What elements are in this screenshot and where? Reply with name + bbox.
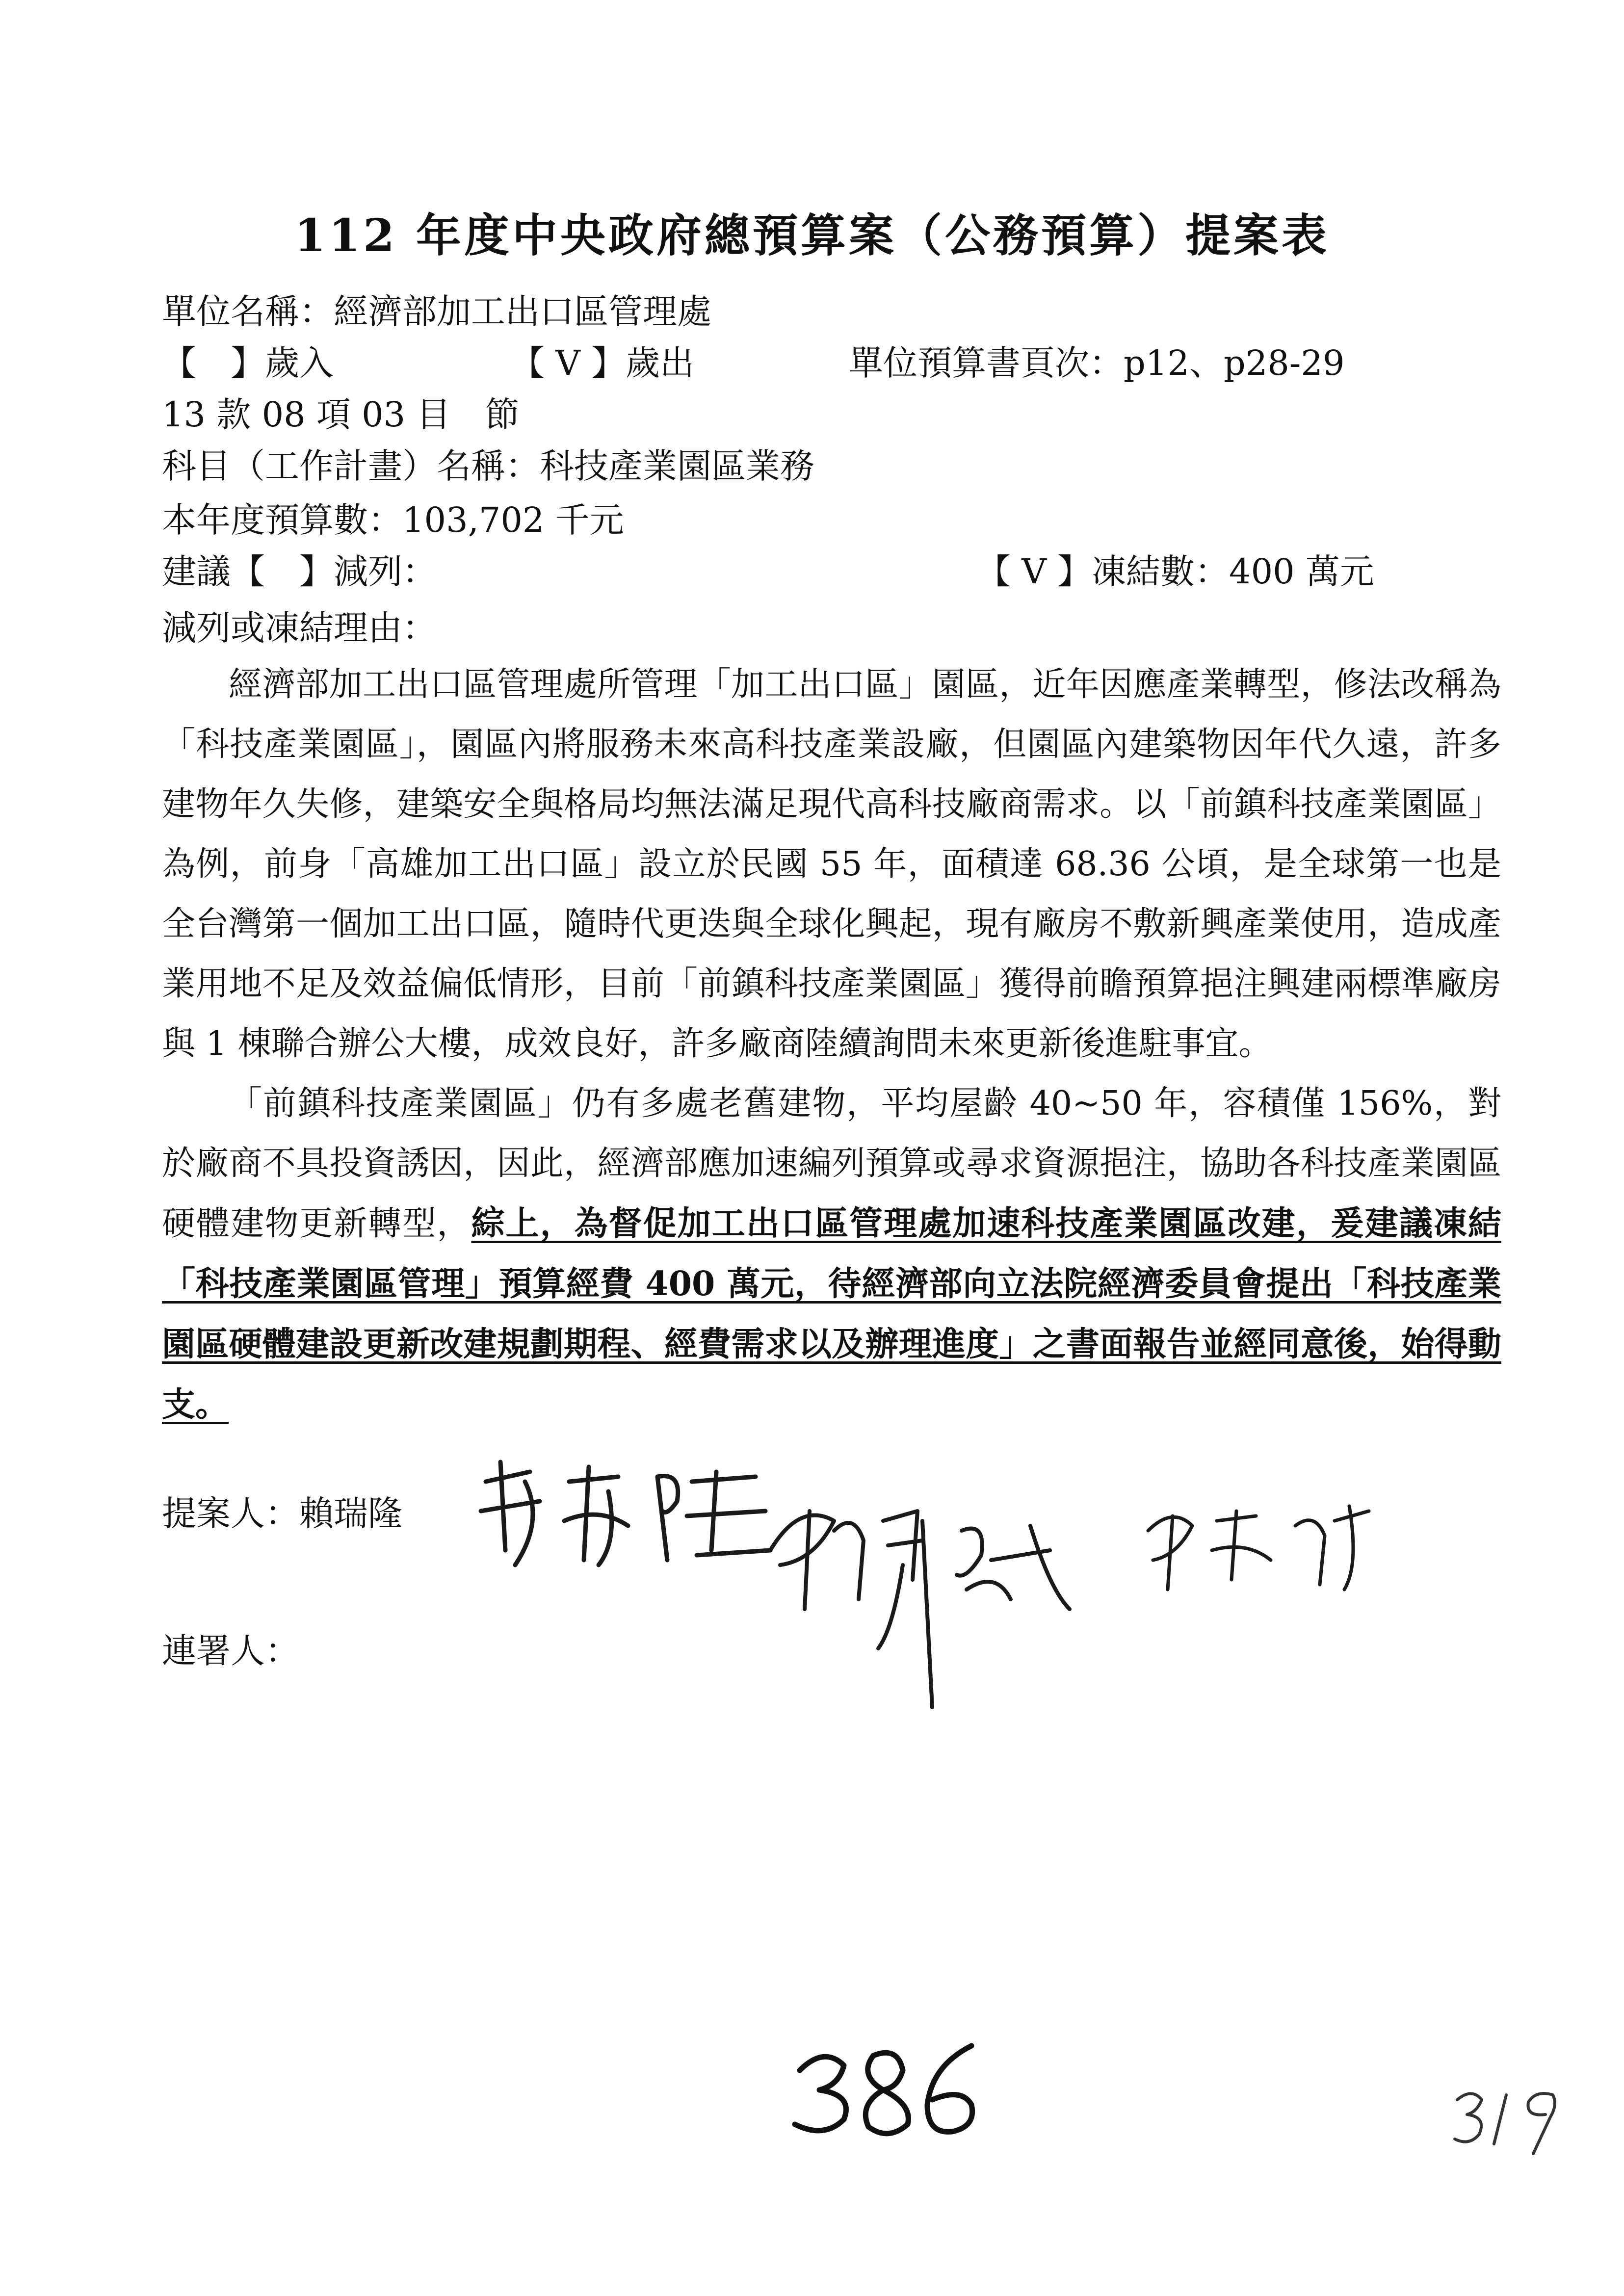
signature-proposer: [471, 1452, 785, 1580]
item-code: 13 款 08 項 03 目 節: [162, 394, 520, 435]
handwritten-319: [1447, 2080, 1575, 2159]
cosigner-label: 連署人：: [162, 1631, 299, 1671]
unit-name: 單位名稱：經濟部加工出口區管理處: [162, 291, 711, 332]
reason-label: 減列或凍結理由：: [162, 608, 437, 648]
reason-body: [162, 655, 1501, 1435]
freeze-amount: 【 V 】凍結數：400 萬元: [976, 551, 1374, 592]
signature-cosigner-1: [756, 1482, 1109, 1737]
paragraph-2-emphasis: 綜上，為督促加工出口區管理處加速科技產業園區改建，爰建議凍結「科技產業園區管理」預算經費 400 萬元，待經濟部向立法院經濟委員會提出「科技產業園區硬體建設更新改建規劃期程、經費需求以及辦理進度」之書面報告並經同意後，始得動支。: [162, 1204, 1501, 1424]
proposer: 提案人：賴瑞隆: [162, 1493, 402, 1534]
budget-amount: 本年度預算數：103,702 千元: [162, 500, 624, 540]
page-title: 112 年度中央政府總預算案（公務預算）提案表: [294, 209, 1330, 262]
paragraph-1: 經濟部加工出口區管理處所管理「加工出口區」園區，近年因應產業轉型，修法改稱為「科技產業園區」，園區內將服務未來高科技產業設廠，但園區內建築物因年代久遠，許多建物年久失修，建築安全與格局均無法滿足現代高科技廠商需求。以「前鎮科技產業園區」為例，前身「高雄加工出口區」設立於民國 55 年，面積達 68.36 公頃，是全球第一也是全台灣第一個加工出口區，隨時代更迭與全球化興起，現有廠房不敷新興產業使用，造成產業用地不足及效益偏低情形，目前「前鎮科技產業園區」獲得前瞻預算挹注興建兩標準廠房與 1 棟聯合辦公大樓，成效良好，許多廠商陸續詢問未來更新後進駐事宜。: [162, 665, 1501, 1063]
suggest-cut: 建議【 】減列：: [162, 551, 437, 592]
signature-cosigner-2: [1138, 1491, 1384, 1599]
paragraph-2: [162, 1074, 1501, 1435]
signature-cosigner-1-scribble: [756, 1482, 1109, 1737]
budget-type-row: [162, 341, 1501, 385]
subject-name: 科目（工作計畫）名稱：科技產業園區業務: [162, 446, 814, 486]
signature-cosigner-2-scribble: [1138, 1491, 1384, 1599]
handwritten-page-number: [785, 2036, 991, 2144]
expenditure-checkbox: 【 V 】歲出: [510, 343, 695, 383]
budget-pages: 單位預算書頁次：p12、p28-29: [849, 343, 1345, 383]
corner-page-number: [1447, 2080, 1575, 2159]
paragraph-2-text: 「前鎮科技產業園區」仍有多處老舊建物，平均屋齡 40~50 年，容積僅 156%，對於廠商不具投資誘因，因此，經濟部應加速編列預算或尋求資源挹注，協助各科技產業園區硬體建物更新轉型，: [162, 1084, 1501, 1243]
suggestion-row: [162, 549, 1501, 594]
handwritten-386: [785, 2036, 991, 2144]
revenue-checkbox: 【 】歲入: [162, 343, 334, 383]
signature-proposer-scribble: [471, 1452, 785, 1580]
